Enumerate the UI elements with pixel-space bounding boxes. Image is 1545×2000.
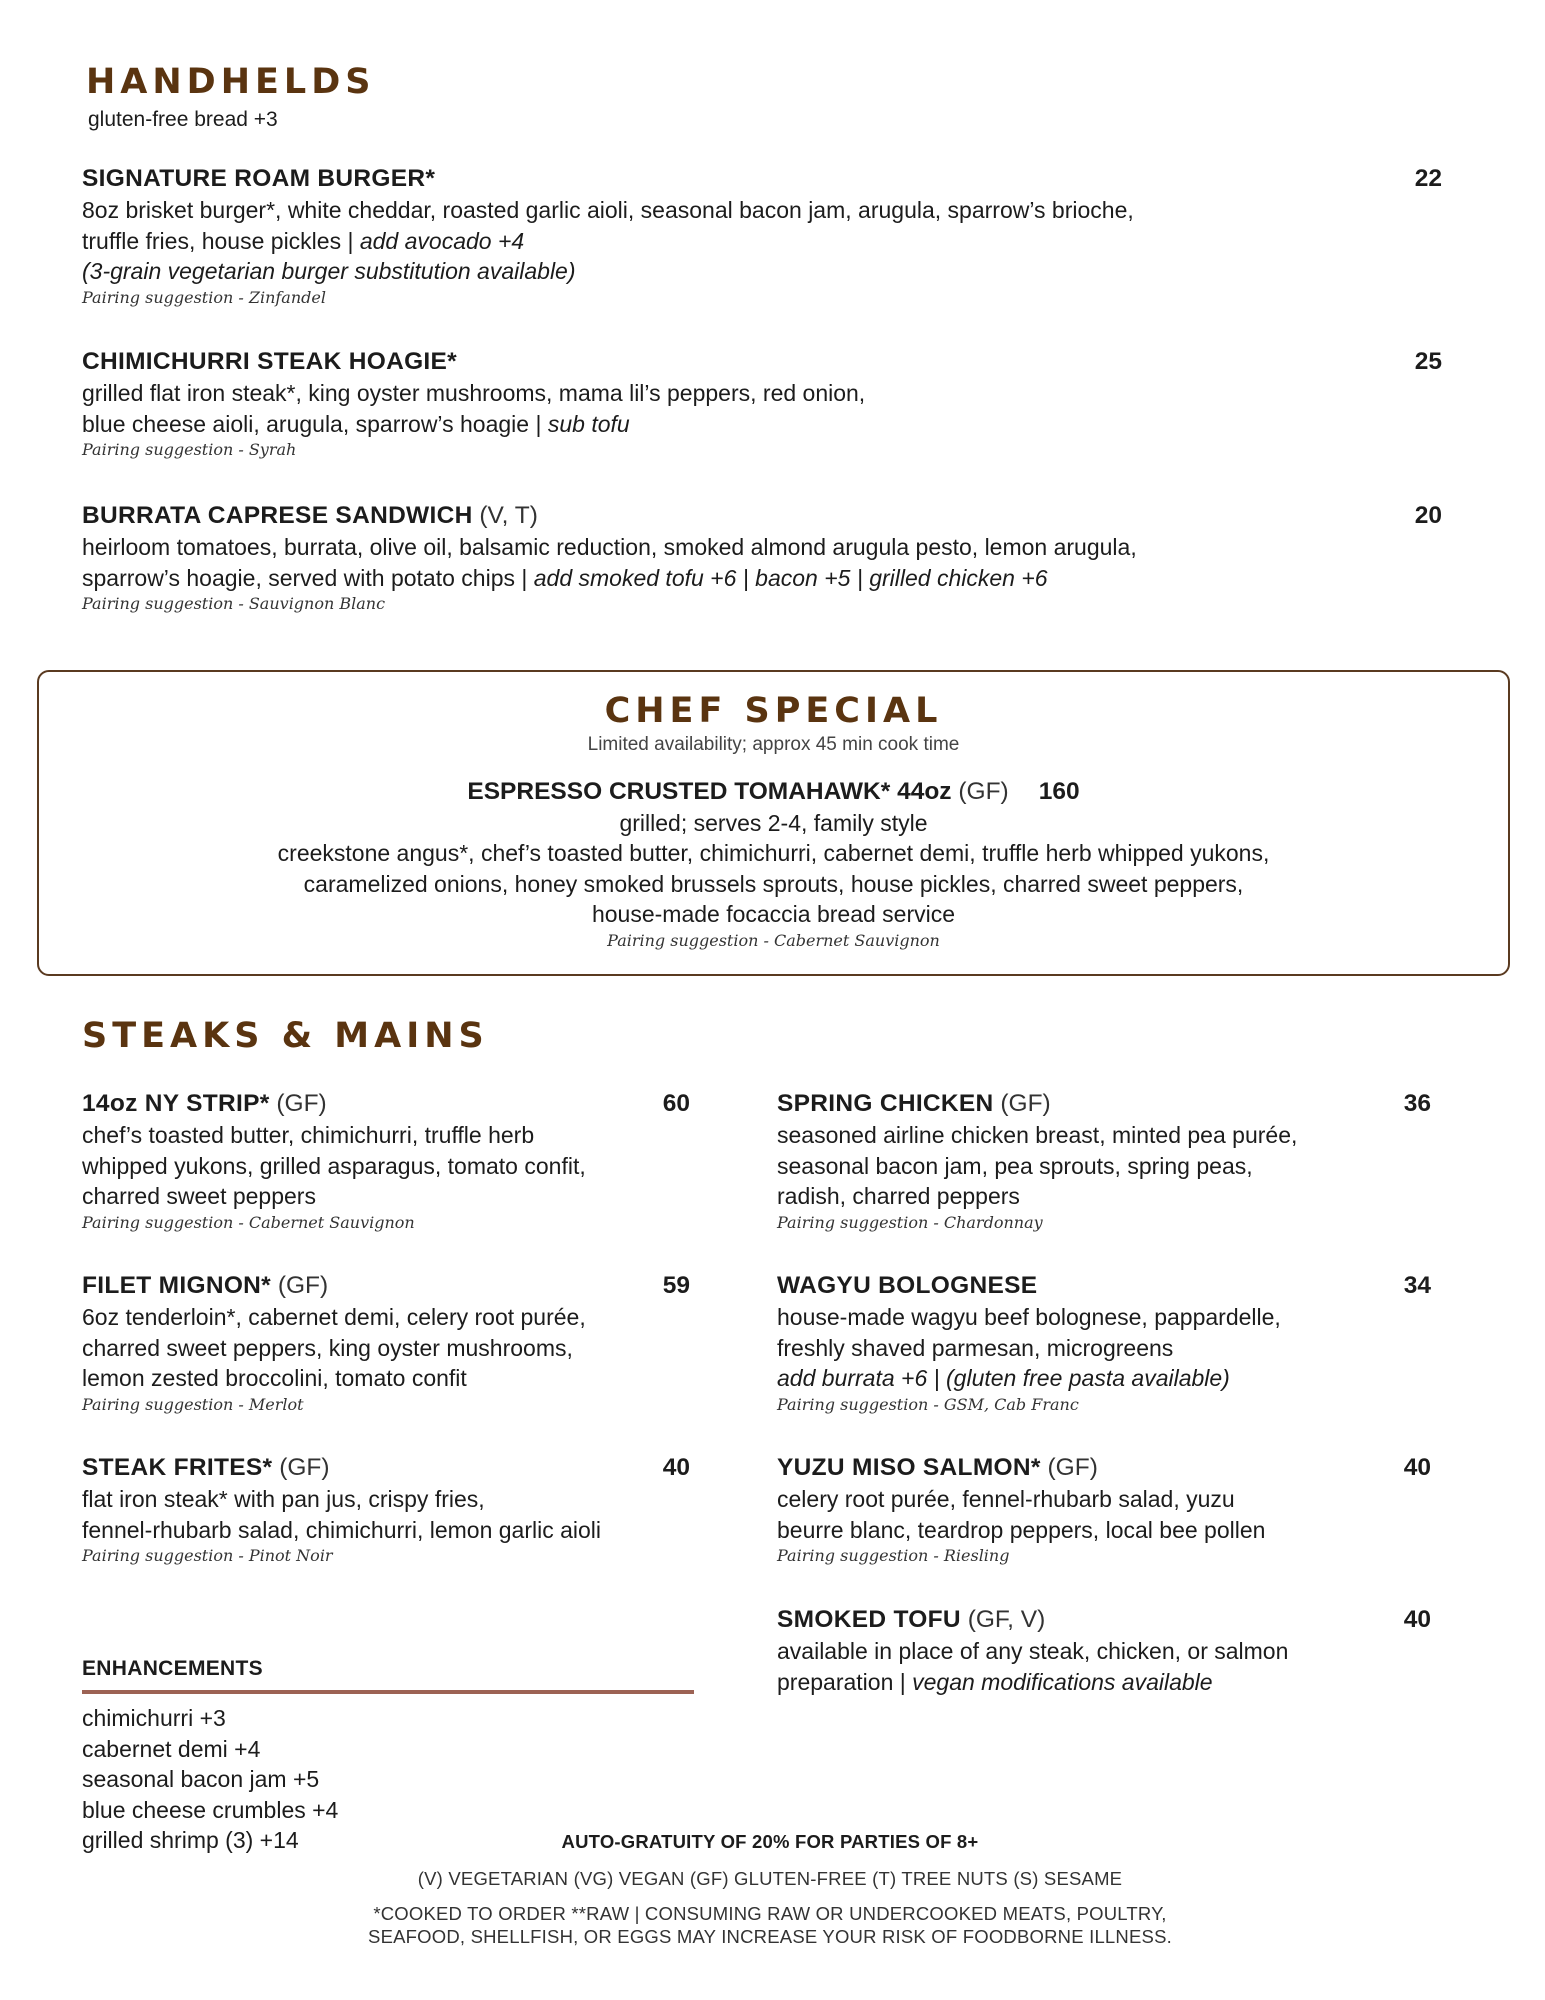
item-description: sparrow’s hoagie, served with potato chips | bbox=[82, 564, 534, 591]
item-description: chef’s toasted butter, chimichurri, truffle herb bbox=[82, 1122, 535, 1148]
menu-item-smoked-tofu bbox=[777, 1604, 1437, 1697]
chef-special-line: creekstone angus*, chef’s toasted butter, chimichurri, cabernet demi, truffle herb whipped yukons, bbox=[277, 840, 1270, 866]
item-description: 6oz tenderloin*, cabernet demi, celery root purée, bbox=[82, 1304, 586, 1330]
item-name: STEAK FRITES* bbox=[82, 1454, 273, 1481]
steaks-mains-title: STEAKS & MAINS bbox=[82, 1016, 489, 1056]
item-description: seasonal bacon jam, pea sprouts, spring peas, bbox=[777, 1152, 1253, 1179]
pairing-suggestion: Pairing suggestion - Cabernet Sauvignon bbox=[82, 1212, 415, 1232]
item-tags: (GF) bbox=[271, 1272, 329, 1299]
item-description: house-made wagyu beef bolognese, pappardelle, bbox=[777, 1304, 1281, 1330]
chef-special-line: grilled; serves 2-4, family style bbox=[619, 810, 928, 836]
item-tags: (GF) bbox=[993, 1090, 1051, 1117]
item-price: 59 bbox=[662, 1272, 690, 1299]
item-name: CHIMICHURRI STEAK HOAGIE* bbox=[82, 348, 458, 375]
chef-special-availability: Limited availability; approx 45 min cook time bbox=[587, 734, 960, 755]
food-safety-warning: *COOKED TO ORDER **RAW | CONSUMING RAW OR UNDERCOOKED MEATS, POULTRY, bbox=[373, 1903, 1167, 1924]
menu-item-ny-strip bbox=[82, 1088, 694, 1234]
enhancement-item: grilled shrimp (3) +14 bbox=[82, 1827, 299, 1853]
enhancements-divider bbox=[82, 1690, 694, 1694]
menu-item-signature-roam-burger bbox=[82, 163, 1442, 309]
item-price: 40 bbox=[1403, 1454, 1431, 1481]
item-description: fennel-rhubarb salad, chimichurri, lemon garlic aioli bbox=[82, 1516, 602, 1543]
pairing-suggestion: Pairing suggestion - Sauvignon Blanc bbox=[82, 594, 386, 613]
item-description: lemon zested broccolini, tomato confit bbox=[82, 1365, 467, 1391]
item-name: BURRATA CAPRESE SANDWICH bbox=[82, 502, 473, 529]
item-price: 25 bbox=[1414, 348, 1442, 375]
item-price: 34 bbox=[1403, 1272, 1431, 1299]
item-description: beurre blanc, teardrop peppers, local bee pollen bbox=[777, 1516, 1266, 1543]
item-description: seasoned airline chicken breast, minted pea purée, bbox=[777, 1122, 1298, 1148]
gratuity-notice: AUTO-GRATUITY OF 20% FOR PARTIES OF 8+ bbox=[561, 1831, 979, 1852]
enhancement-item: seasonal bacon jam +5 bbox=[82, 1766, 320, 1792]
pairing-suggestion: Pairing suggestion - GSM, Cab Franc bbox=[777, 1394, 1079, 1414]
menu-item-burrata-caprese-sandwich bbox=[82, 500, 1442, 615]
item-name: FILET MIGNON* bbox=[82, 1272, 272, 1299]
item-description: freshly shaved parmesan, microgreens bbox=[777, 1334, 1174, 1361]
handhelds-title: HANDHELDS bbox=[86, 62, 376, 102]
enhancements-title: ENHANCEMENTS bbox=[82, 1657, 263, 1680]
item-description: celery root purée, fennel-rhubarb salad, yuzu bbox=[777, 1486, 1235, 1512]
item-description: charred sweet peppers, king oyster mushrooms, bbox=[82, 1334, 573, 1361]
item-name: ESPRESSO CRUSTED TOMAHAWK* 44oz bbox=[467, 778, 952, 805]
pairing-suggestion: Pairing suggestion - Chardonnay bbox=[777, 1212, 1043, 1232]
pairing-suggestion: Pairing suggestion - Riesling bbox=[777, 1546, 1010, 1565]
item-name: YUZU MISO SALMON* bbox=[777, 1454, 1041, 1481]
item-tags: (GF) bbox=[951, 778, 1009, 805]
pairing-suggestion: Pairing suggestion - Merlot bbox=[82, 1394, 304, 1414]
dietary-legend: (V) VEGETARIAN (VG) VEGAN (GF) GLUTEN-FREE (T) TREE NUTS (S) SESAME bbox=[417, 1868, 1123, 1889]
enhancement-item: chimichurri +3 bbox=[82, 1705, 226, 1731]
pairing-suggestion: Pairing suggestion - Pinot Noir bbox=[82, 1546, 333, 1565]
item-price: 40 bbox=[1403, 1606, 1431, 1633]
item-tags: (GF) bbox=[272, 1454, 330, 1481]
item-addon: vegan modifications available bbox=[912, 1668, 1213, 1695]
item-description: 8oz brisket burger*, white cheddar, roasted garlic aioli, seasonal bacon jam, arugula, sparrow’s brioche, bbox=[82, 197, 1134, 223]
menu-item-filet-mignon bbox=[82, 1270, 694, 1416]
item-description: blue cheese aioli, arugula, sparrow’s hoagie | bbox=[82, 410, 548, 437]
item-price: 36 bbox=[1403, 1090, 1431, 1117]
item-addon: add burrata +6 | (gluten free pasta available) bbox=[777, 1365, 1230, 1391]
item-tags: (GF, V) bbox=[960, 1606, 1046, 1633]
pairing-suggestion: Pairing suggestion - Zinfandel bbox=[82, 287, 326, 307]
item-description: charred sweet peppers bbox=[82, 1183, 316, 1209]
item-description: truffle fries, house pickles | bbox=[82, 227, 360, 254]
item-price: 40 bbox=[662, 1454, 690, 1481]
food-safety-warning: SEAFOOD, SHELLFISH, OR EGGS MAY INCREASE YOUR RISK OF FOODBORNE ILLNESS. bbox=[368, 1926, 1172, 1947]
item-addon: sub tofu bbox=[547, 410, 630, 437]
item-name: SIGNATURE ROAM BURGER* bbox=[82, 165, 436, 192]
item-name: WAGYU BOLOGNESE bbox=[777, 1272, 1038, 1299]
item-substitution-note: (3-grain vegetarian burger substitution available) bbox=[82, 258, 576, 284]
chef-special-box bbox=[37, 670, 1510, 976]
item-description: grilled flat iron steak*, king oyster mushrooms, mama lil’s peppers, red onion, bbox=[82, 380, 866, 406]
item-tags: (GF) bbox=[269, 1090, 327, 1117]
pairing-suggestion: Pairing suggestion - Cabernet Sauvignon bbox=[607, 931, 940, 950]
item-price: 160 bbox=[1038, 778, 1080, 805]
item-price: 60 bbox=[662, 1090, 690, 1117]
item-price: 20 bbox=[1414, 502, 1442, 529]
item-description: available in place of any steak, chicken, or salmon bbox=[777, 1638, 1289, 1664]
menu-item-spring-chicken bbox=[777, 1088, 1437, 1234]
menu-item-wagyu-bolognese bbox=[777, 1270, 1437, 1416]
chef-special-title: CHEF SPECIAL bbox=[604, 691, 943, 731]
item-description: radish, charred peppers bbox=[777, 1183, 1020, 1209]
chef-special-heading bbox=[39, 776, 1508, 808]
menu-item-yuzu-miso-salmon bbox=[777, 1452, 1437, 1567]
item-addon: add avocado +4 bbox=[359, 227, 525, 254]
pairing-suggestion: Pairing suggestion - Syrah bbox=[82, 440, 297, 459]
item-tags: (GF) bbox=[1040, 1454, 1098, 1481]
item-addon: add smoked tofu +6 | bacon +5 | grilled chicken +6 bbox=[533, 564, 1048, 591]
chef-special-line: caramelized onions, honey smoked brussels sprouts, house pickles, charred sweet peppers, bbox=[303, 871, 1244, 897]
item-name: 14oz NY STRIP* bbox=[82, 1090, 270, 1117]
handhelds-subtitle: gluten-free bread +3 bbox=[88, 108, 278, 131]
menu-item-steak-frites bbox=[82, 1452, 694, 1567]
item-description: preparation | bbox=[777, 1668, 913, 1695]
menu-item-chimichurri-steak-hoagie bbox=[82, 346, 1442, 461]
item-price: 22 bbox=[1414, 165, 1442, 192]
chef-special-line: house-made focaccia bread service bbox=[591, 901, 956, 927]
item-name: SPRING CHICKEN bbox=[777, 1090, 994, 1117]
item-description: flat iron steak* with pan jus, crispy fries, bbox=[82, 1486, 485, 1512]
item-description: whipped yukons, grilled asparagus, tomato confit, bbox=[82, 1152, 586, 1179]
enhancements-list bbox=[82, 1703, 338, 1856]
enhancement-item: cabernet demi +4 bbox=[82, 1735, 261, 1762]
item-description: heirloom tomatoes, burrata, olive oil, balsamic reduction, smoked almond arugula pesto, lemon arugula, bbox=[82, 534, 1137, 560]
enhancement-item: blue cheese crumbles +4 bbox=[82, 1796, 339, 1823]
item-tags: (V, T) bbox=[472, 502, 538, 529]
item-name: SMOKED TOFU bbox=[777, 1606, 961, 1633]
